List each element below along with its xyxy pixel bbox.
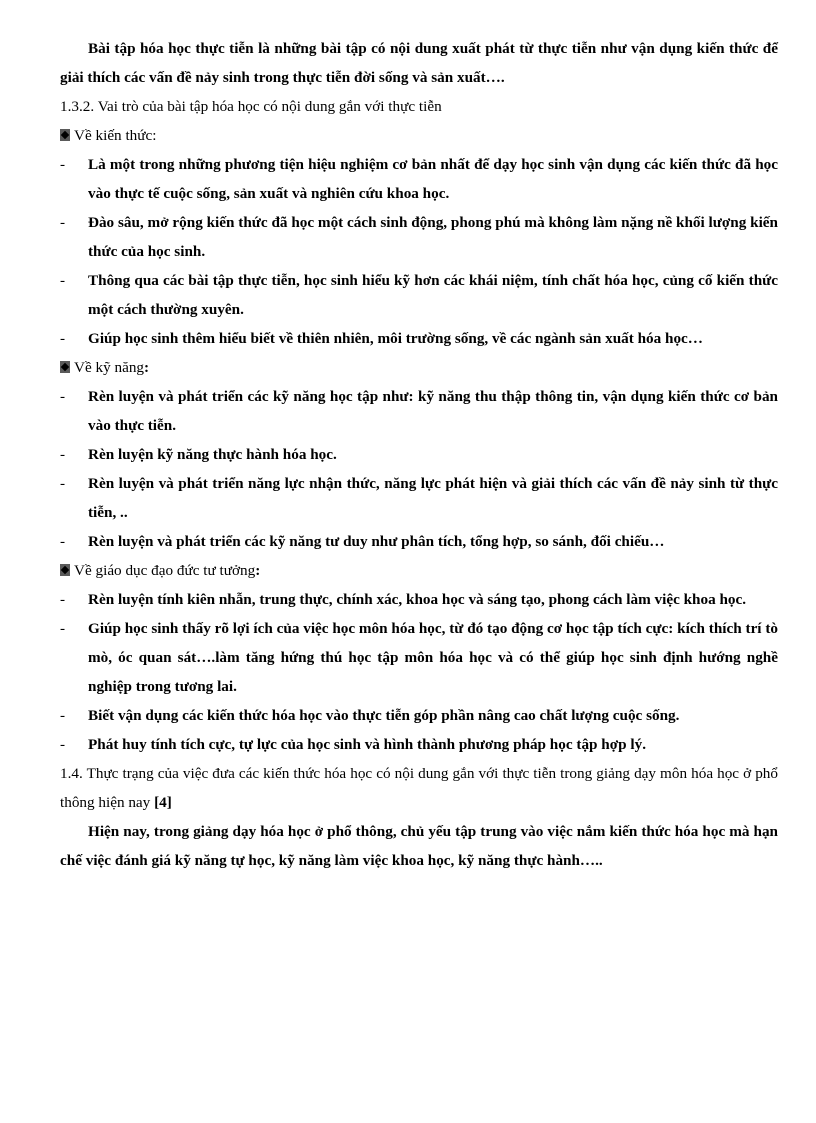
heading-1-4: 1.4. Thực trạng của việc đưa các kiến thức hóa học có nội dung gắn với thực tiễn trong giảng dạy môn hóa học ở phổ thông hiện nay [4] xyxy=(60,765,778,811)
list-item: - Là một trong những phương tiện hiệu nghiệm cơ bản nhất để dạy học sinh vận dụng các kiến thức đã học vào thực tế cuộc sống, sản xuất và nghiên cứu khoa học. xyxy=(60,156,778,202)
diamond-bullet-icon xyxy=(60,564,70,576)
list-item: - Rèn luyện và phát triển năng lực nhận thức, năng lực phát hiện và giải thích các vấn đề nảy sinh từ thực tiễn, .. xyxy=(60,475,778,521)
list-item: - Rèn luyện tính kiên nhẫn, trung thực, chính xác, khoa học và sáng tạo, phong cách làm việc khoa học. xyxy=(60,591,747,608)
list-item: - Đào sâu, mở rộng kiến thức đã học một cách sinh động, phong phú mà không làm nặng nề khối lượng kiến thức của học sinh. xyxy=(60,214,778,260)
skills-list xyxy=(60,382,778,556)
knowledge-list xyxy=(60,150,778,353)
diamond-bullet-icon xyxy=(60,361,70,373)
list-item: - Giúp học sinh thấy rõ lợi ích của việc học môn hóa học, từ đó tạo động cơ học tập tích cực: kích thích trí tò mò, óc quan sát….làm tăng hứng thú học tập môn hóa học và có thể giúp học sinh định hướng nghề nghiệp trong tương lai. xyxy=(60,620,778,695)
section-skills: Về kỹ năng: - Rèn luyện và phát triển các kỹ năng học tập như: kỹ năng thu thập thông tin, vận dụng kiến thức cơ bản vào thực tiễn. - Rèn luyện kỹ năng thực hành hóa học. - Rèn luyện và phát triển năng lực nhận thức, năng lực phát hiện và giải thích các vấn đề nảy sinh từ thực tiễn, .. - Rèn luyện và phát triển các kỹ năng tư duy như phân tích, tổng hợp, so sánh, đối chiếu… xyxy=(60,353,778,556)
list-item: - Biết vận dụng các kiến thức hóa học vào thực tiễn góp phần nâng cao chất lượng cuộc sống. xyxy=(60,707,680,724)
list-item: - Phát huy tính tích cực, tự lực của học sinh và hình thành phương pháp học tập hợp lý. xyxy=(60,736,646,753)
list-item: - Rèn luyện và phát triển các kỹ năng học tập như: kỹ năng thu thập thông tin, vận dụng kiến thức cơ bản vào thực tiễn. xyxy=(60,388,778,434)
citation-ref: [4] xyxy=(154,794,172,811)
list-item: - Rèn luyện và phát triển các kỹ năng tư duy như phân tích, tổng hợp, so sánh, đối chiếu… xyxy=(60,533,665,550)
ethics-list xyxy=(60,585,778,759)
document-page xyxy=(60,34,778,875)
section-title: Về kỹ năng xyxy=(74,359,145,376)
heading-1-3-2: 1.3.2. Vai trò của bài tập hóa học có nội dung gắn với thực tiễn xyxy=(60,98,442,115)
diamond-bullet-icon xyxy=(60,129,70,141)
section-ethics: Về giáo dục đạo đức tư tưởng: - Rèn luyện tính kiên nhẫn, trung thực, chính xác, khoa học và sáng tạo, phong cách làm việc khoa học. - Giúp học sinh thấy rõ lợi ích của việc học môn hóa học, từ đó tạo động cơ học tập tích cực: kích thích trí tò mò, óc quan sát….làm tăng hứng thú học tập môn hóa học và có thể giúp học sinh định hướng nghề nghiệp trong tương lai. - Biết vận dụng các kiến thức hóa học vào thực tiễn góp phần nâng cao chất lượng cuộc sống. - Phát huy tính tích cực, tự lực của học sinh và hình thành phương pháp học tập hợp lý. xyxy=(60,556,778,759)
intro-paragraph: Bài tập hóa học thực tiễn là những bài tập có nội dung xuất phát từ thực tiễn như vận dụng kiến thức để giải thích các vấn đề nảy sinh trong thực tiễn đời sống và sản xuất…. xyxy=(60,40,778,86)
list-item: - Rèn luyện kỹ năng thực hành hóa học. xyxy=(60,446,337,463)
closing-paragraph: Hiện nay, trong giảng dạy hóa học ở phổ thông, chủ yếu tập trung vào việc nắm kiến thức hóa học mà hạn chế việc đánh giá kỹ năng tự học, kỹ năng làm việc khoa học, kỹ năng thực hành….. xyxy=(60,823,778,869)
section-title: Về kiến thức: xyxy=(74,127,157,144)
section-knowledge xyxy=(60,121,778,353)
list-item: - Giúp học sinh thêm hiểu biết về thiên nhiên, môi trường sống, về các ngành sản xuất hóa học… xyxy=(60,330,703,347)
section-title: Về giáo dục đạo đức tư tưởng xyxy=(74,562,256,579)
list-item: - Thông qua các bài tập thực tiễn, học sinh hiểu kỹ hơn các khái niệm, tính chất hóa học, củng cố kiến thức một cách thường xuyên. xyxy=(60,272,778,318)
